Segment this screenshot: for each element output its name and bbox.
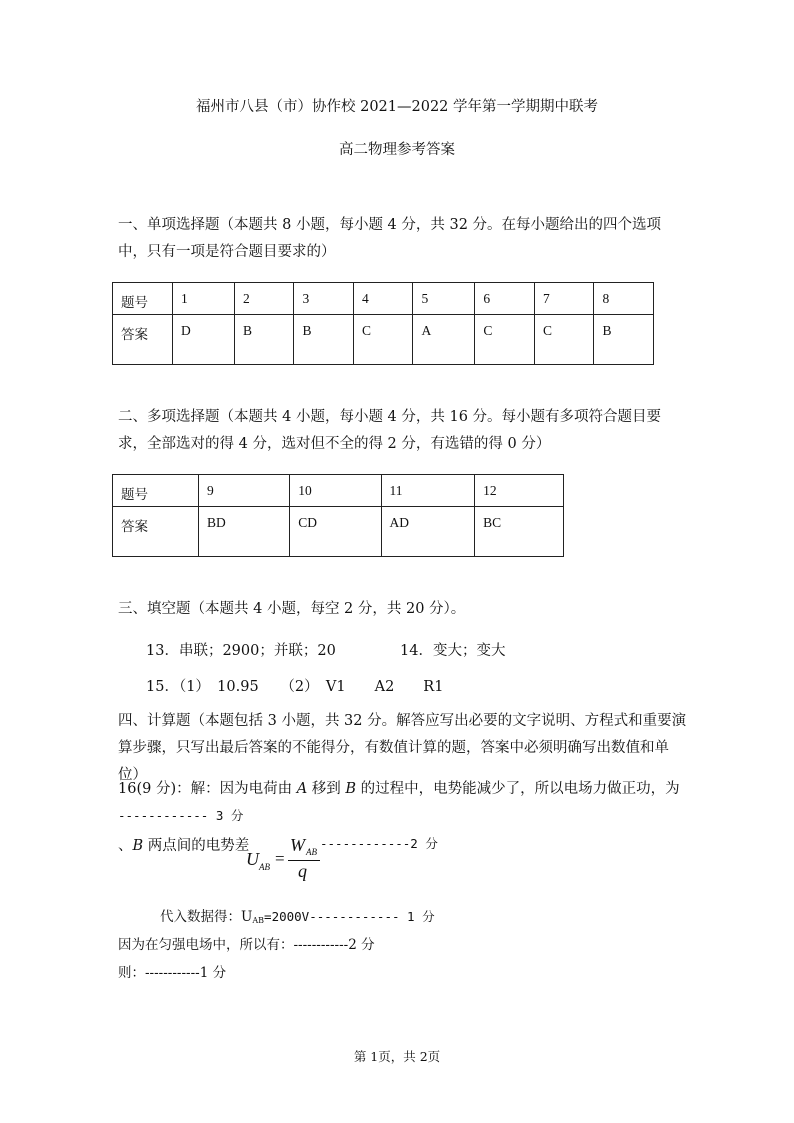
question-number: 12 [475,475,564,507]
formula-lhs-sub: AB [259,862,270,872]
row-label-question: 题号 [113,475,199,507]
q16-text: 移到 [307,781,346,797]
q16-line3 [160,905,435,925]
table-row [113,315,654,365]
question-number: 4 [353,283,413,315]
q16-line4: 因为在匀强电场中，所以有：------------2 分 [118,937,375,953]
section4-heading: 四、计算题（本题包括 3 小题，共 32 分。解答应写出必要的文字说明、方程式和重要演算步骤，只写出最后答案的不能得分，有数值计算的题，答案中必须明确写出数值和单位） [118,713,687,783]
page-footer: 第 1页，共 2页 [353,1049,441,1064]
answer-cell: BC [475,507,564,557]
answer-q15: 15．（1） 10.95 （2） V1 A2 R1 [146,679,444,695]
question-number: 8 [594,283,654,315]
row-label-question: 题号 [113,283,173,315]
q16-score2: ------------2 分 [320,836,438,851]
table-row [113,475,564,507]
q16-line5: 则：------------1 分 [118,965,227,981]
question-number: 7 [534,283,594,315]
question-number: 6 [475,283,535,315]
question-number: 9 [199,475,290,507]
formula-eq: = [275,849,285,868]
row-label-answer: 答案 [113,507,199,557]
answer-cell: B [234,315,294,365]
section2-heading: 二、多项选择题（本题共 4 小题，每小题 4 分，共 16 分。每小题有多项符合题目要求，全部选对的得 4 分，选对但不全的得 2 分，有选错的得 0 分） [118,409,662,452]
question-number: 11 [381,475,475,507]
q16-line1 [118,777,680,798]
document-subtitle: 高二物理参考答案 [339,142,455,158]
table-row [113,507,564,557]
answer-cell: D [173,315,235,365]
q16-text: 代入数据得：U [160,909,253,925]
formula-denominator: q [298,861,307,881]
point-a: A [296,781,308,797]
question-number: 1 [173,283,235,315]
q16-text: 两点间的电势差 [143,838,250,854]
answer-cell: C [534,315,594,365]
answer-q14: 14．变大；变大 [400,643,506,659]
answer-cell: B [594,315,654,365]
question-number: 5 [413,283,475,315]
answer-q13: 13．串联；2900；并联；20 [146,643,336,659]
point-b: B [345,781,357,797]
formula-numerator-sub: AB [306,847,317,857]
section2-answer-table [112,474,564,557]
formula-numerator: W [290,835,305,855]
answer-cell: CD [290,507,381,557]
q16-text: 16(9 分)：解：因为电荷由 [118,781,297,797]
section3-heading: 三、填空题（本题共 4 小题，每空 2 分，共 20 分）。 [118,601,466,617]
answer-cell: AD [381,507,475,557]
q16-line2 [118,834,249,855]
q16-score1: ------------ 3 分 [118,808,244,823]
q16-text: 、 [118,838,133,854]
question-number: 2 [234,283,294,315]
q16-sub: AB [252,916,265,925]
answer-cell: C [475,315,535,365]
answer-cell: BD [199,507,290,557]
q16-value: =2000V------------ 1 分 [264,909,435,924]
row-label-answer: 答案 [113,315,173,365]
question-number: 3 [294,283,354,315]
answer-cell: C [353,315,413,365]
answer-cell: A [413,315,475,365]
section1-answer-table [112,282,654,365]
q16-text: 的过程中，电势能减少了，所以电场力做正功，为 [356,781,680,797]
document-title: 福州市八县（市）协作校 2021—2022 学年第一学期期中联考 [195,99,599,115]
question-number: 10 [290,475,381,507]
formula-lhs: U [246,849,259,869]
point-b: B [132,838,144,854]
section1-heading: 一、单项选择题（本题共 8 小题，每小题 4 分，共 32 分。在每小题给出的四个选项中，只有一项是符合题目要求的） [118,217,662,260]
table-row [113,283,654,315]
answer-cell: B [294,315,354,365]
